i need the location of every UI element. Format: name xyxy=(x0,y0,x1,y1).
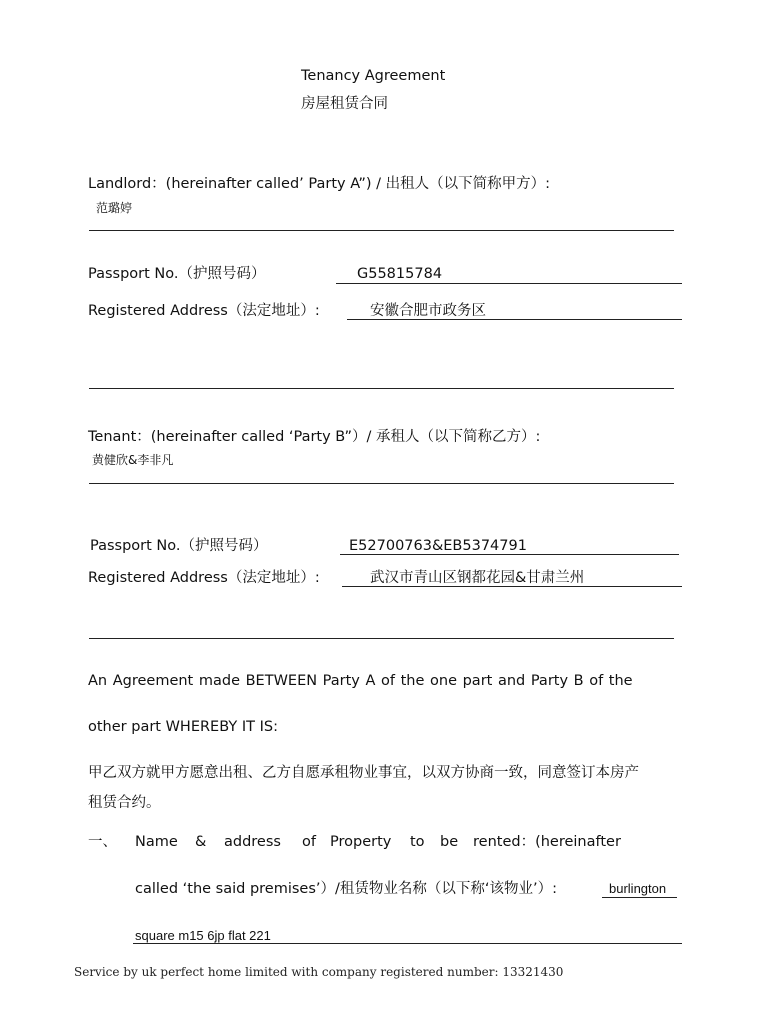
landlord-address-line xyxy=(347,319,682,320)
clause-1-number: 一、 xyxy=(88,834,117,850)
landlord-name: 范璐婷 xyxy=(96,201,133,215)
tenant-passport-label: Passport No.（护照号码） xyxy=(90,538,268,554)
property-address-value-2: square m15 6jp flat 221 xyxy=(135,928,271,943)
tenant-passport-value: E52700763&EB5374791 xyxy=(349,538,527,554)
tenant-name: 黄健欣&李非凡 xyxy=(92,453,174,467)
landlord-heading: Landlord：(hereinafter called’ Party A”) / 出租人（以下简称甲方）: xyxy=(88,176,550,192)
clause-1-word: address xyxy=(224,834,281,850)
property-address-value-1: burlington xyxy=(609,881,667,896)
landlord-address-value: 安徽合肥市政务区 xyxy=(370,303,486,319)
tenant-address-line xyxy=(342,586,682,587)
agreement-zh-line-1: 甲乙双方就甲方愿意出租、乙方自愿承租物业事宜，以双方协商一致，同意签订本房产 xyxy=(88,765,639,781)
clause-1-word: Property xyxy=(330,834,392,850)
property-address-line-2 xyxy=(133,943,682,944)
landlord-passport-line xyxy=(336,283,682,284)
tenant-address-value: 武汉市青山区钢都花园&甘肃兰州 xyxy=(370,570,585,586)
company-footer: Service by uk perfect home limited with company registered number: 13321430 xyxy=(74,965,564,979)
clause-1-word: & xyxy=(195,834,207,850)
clause-1-word: to xyxy=(410,834,425,850)
landlord-passport-value: G55815784 xyxy=(357,266,443,282)
agreement-line-1: An Agreement made BETWEEN Party A of the one part and Party B of the xyxy=(88,673,633,689)
tenant-heading: Tenant：(hereinafter called ‘Party B”）/ 承租人（以下简称乙方）: xyxy=(88,429,541,445)
clause-1-word: be xyxy=(440,834,459,850)
agreement-line-2: other part WHEREBY IT IS: xyxy=(88,719,278,735)
tenant-section-divider xyxy=(89,638,674,639)
document-title-zh: 房屋租赁合同 xyxy=(301,96,388,112)
landlord-section-divider xyxy=(89,388,674,389)
landlord-passport-label: Passport No.（护照号码） xyxy=(88,266,266,282)
clause-1-word: rented：(hereinafter xyxy=(473,834,621,850)
landlord-name-line xyxy=(89,230,674,231)
property-address-line-1 xyxy=(602,897,677,898)
landlord-address-label: Registered Address（法定地址）: xyxy=(88,303,320,319)
clause-1-word: of xyxy=(302,834,316,850)
tenant-name-line xyxy=(89,483,674,484)
document-title-en: Tenancy Agreement xyxy=(301,68,446,84)
clause-1-line-2: called ‘the said premises’）/租赁物业名称（以下称‘该物业’）: xyxy=(135,881,557,897)
tenant-passport-line xyxy=(340,554,679,555)
clause-1-word: Name xyxy=(135,834,178,850)
agreement-zh-line-2: 租赁合约。 xyxy=(88,795,161,811)
tenant-address-label: Registered Address（法定地址）: xyxy=(88,570,320,586)
